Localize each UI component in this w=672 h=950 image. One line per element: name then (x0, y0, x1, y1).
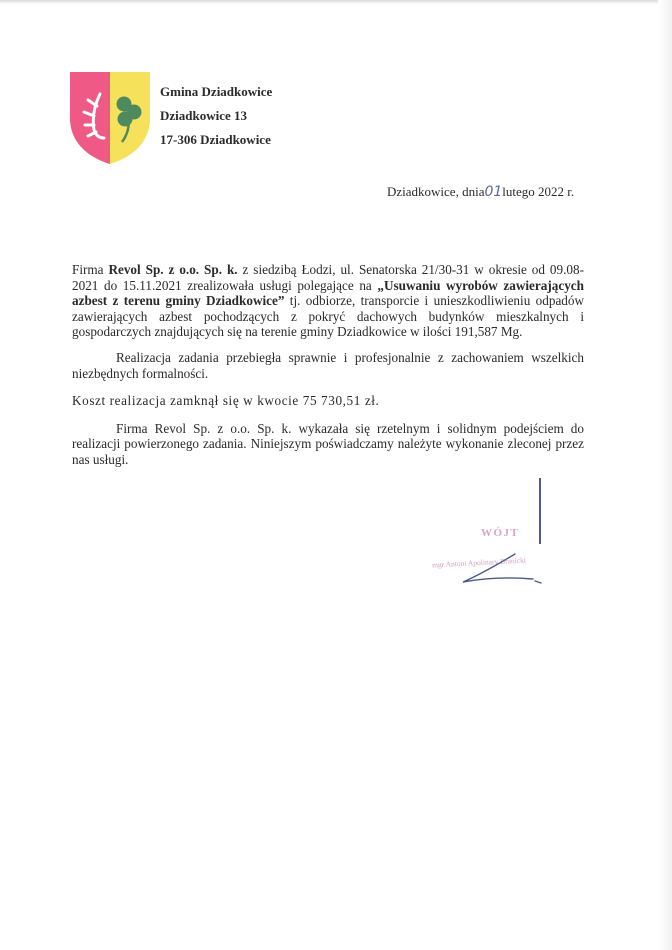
paragraph-1 (72, 262, 584, 340)
scan-edge-top (0, 0, 672, 4)
date-prefix: Dziadkowice, dnia (387, 184, 485, 199)
stamp-title: WÓJT (481, 527, 520, 539)
municipality-postal: 17-306 Dziadkowice (160, 132, 271, 147)
handwritten-signature (455, 550, 555, 590)
task-name: „Usuwaniu wyrobów zawierających azbest z terenu gminy Dziadkowice” (72, 277, 584, 309)
p1-text-c: tj. odbiorze, transporcie i unieszkodliwieniu odpadów zawierających azbest pochodzących z pokryć dachowych budynków mieszkalnych i gospodarczych znajdujących się na terenie gminy Dziadkowice w ilości 191,587 Mg. (72, 293, 585, 340)
municipality-street: Dziadkowice 13 (160, 108, 248, 123)
date-suffix: lutego 2022 r. (502, 184, 575, 199)
stamp-name: mgr Antoni Apolinary Branicki (431, 555, 527, 570)
municipality-address (160, 80, 272, 152)
municipality-name: Gmina Dziadkowice (160, 84, 273, 99)
date-day-handwritten: 01 (484, 184, 503, 200)
scan-edge-right (658, 0, 672, 950)
paragraph-2: Realizacja zadania przebiegła sprawnie i profesjonalnie z zachowaniem wszelkich niezbędnych formalności. (72, 349, 584, 381)
coat-of-arms (70, 72, 150, 164)
p1-text-b: z siedzibą Łodzi, ul. Senatorska 21/30-31 w okresie od 09.08-2021 do 15.11.2021 zrealizowała usługi polegające na (72, 262, 584, 293)
paragraph-4: Firma Revol Sp. z o.o. Sp. k. wykazała się rzetelnym i solidnym podejściem do realizacji powierzonego zadania. Niniejszym poświadczamy należyte wykonanie zleconej przez nas usługi. (72, 420, 584, 467)
p1-text-a: Firma (72, 262, 109, 277)
date-line (387, 184, 574, 200)
company-name: Revol Sp. z o.o. Sp. k. (108, 262, 238, 277)
signature-stroke (539, 478, 541, 544)
letter-body (72, 262, 584, 480)
paragraph-3: Koszt realizacja zamknął się w kwocie 75 730,51 zł. (72, 393, 380, 409)
